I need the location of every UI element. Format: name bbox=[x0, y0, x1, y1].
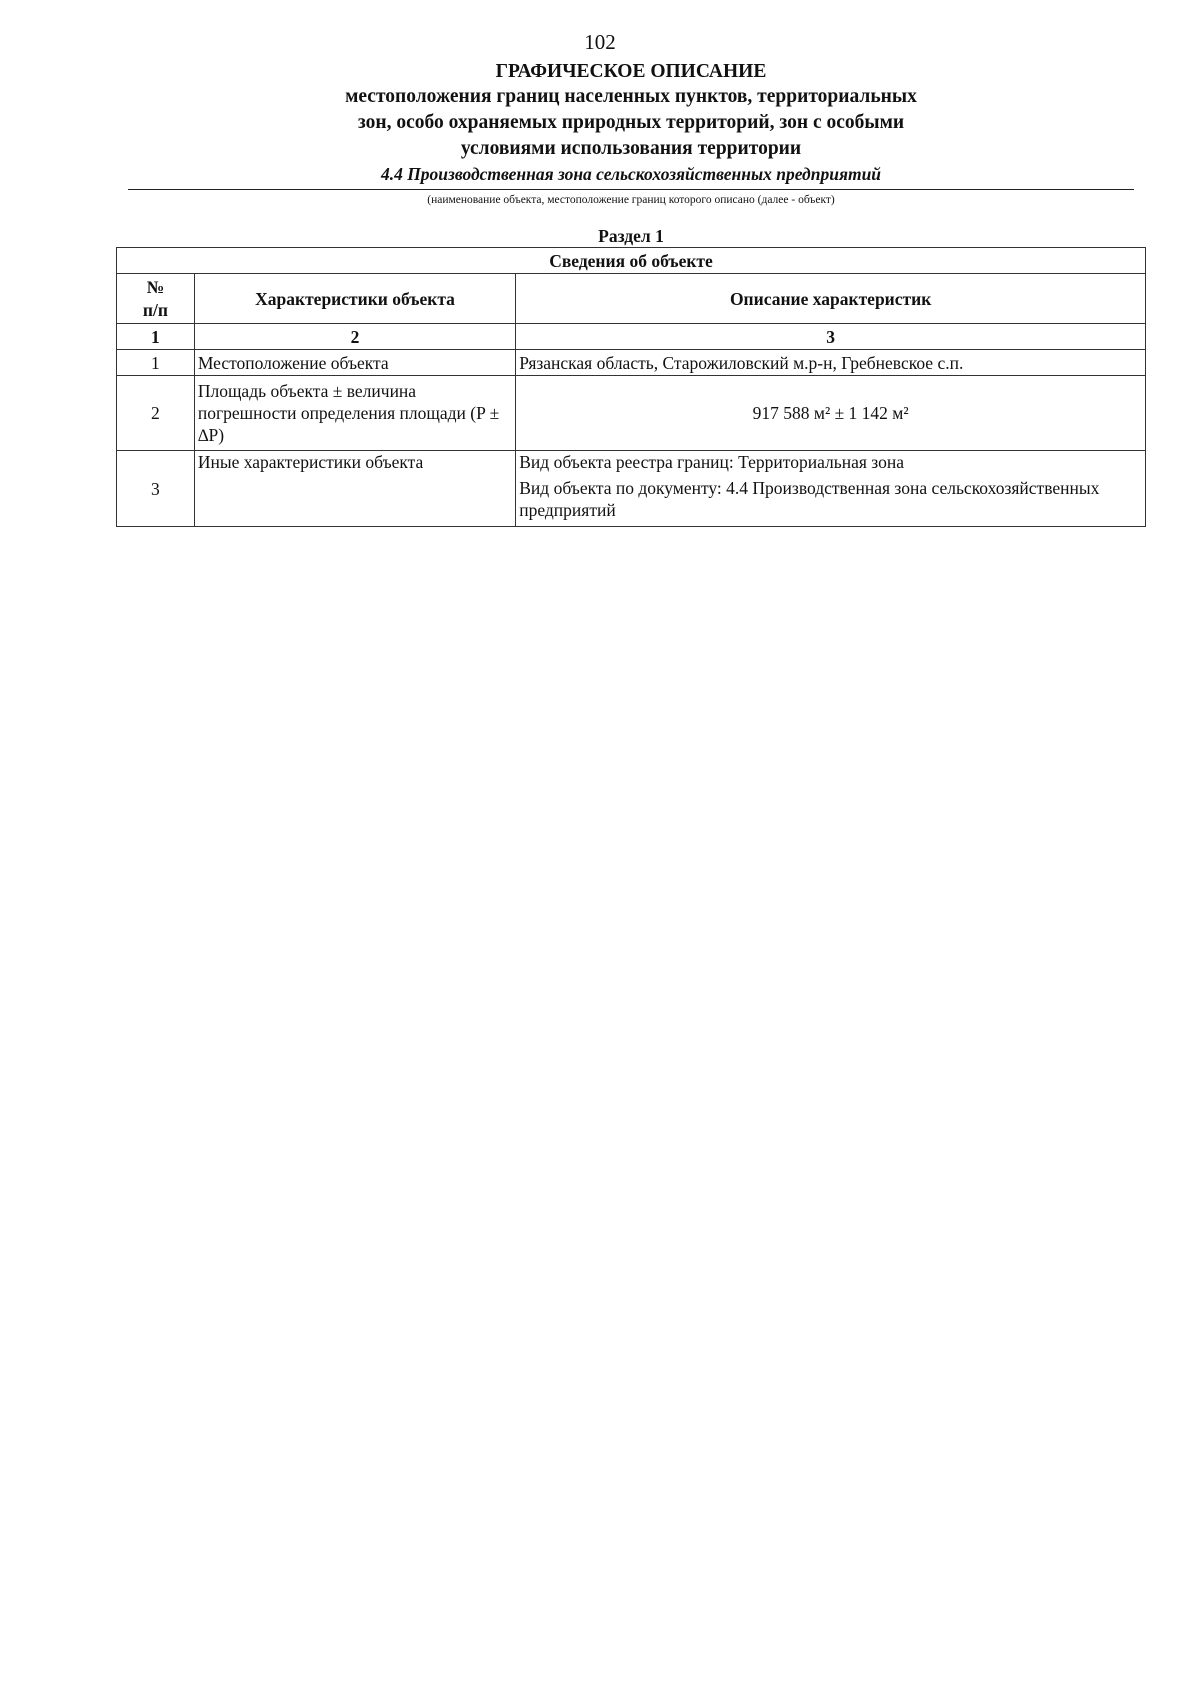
table-header-row bbox=[117, 274, 1146, 324]
column-number: 1 bbox=[117, 324, 195, 350]
table-row bbox=[117, 376, 1146, 451]
subtitle-line: условиями использования территории bbox=[460, 138, 802, 159]
column-number-row bbox=[117, 324, 1146, 350]
row-characteristic: Местоположение объекта bbox=[194, 350, 515, 376]
object-name-caption: (наименование объекта, местоположение границ которого описано (далее - объект) bbox=[427, 194, 835, 206]
row-description: 917 588 м² ± 1 142 м² bbox=[516, 376, 1146, 451]
header-characteristic: Характеристики объекта bbox=[194, 274, 515, 324]
row-number: 3 bbox=[117, 451, 195, 527]
table-row bbox=[117, 350, 1146, 376]
row-description-cell bbox=[516, 451, 1146, 527]
row-number: 2 bbox=[117, 376, 195, 451]
column-number: 3 bbox=[516, 324, 1146, 350]
header-description: Описание характеристик bbox=[516, 274, 1146, 324]
object-name-underline bbox=[128, 189, 1134, 190]
row-description-line: Вид объекта по документу: 4.4 Производственная зона сельскохозяйственных предприятий bbox=[519, 478, 1100, 520]
table-caption-row bbox=[117, 248, 1146, 274]
row-characteristic: Площадь объекта ± величина погрешности определения площади (P ± ∆P) bbox=[194, 376, 515, 451]
column-number: 2 bbox=[194, 324, 515, 350]
table-row bbox=[117, 451, 1146, 527]
table-caption: Сведения об объекте bbox=[117, 248, 1146, 274]
subtitle-line: местоположения границ населенных пунктов, территориальных bbox=[345, 86, 917, 107]
row-number: 1 bbox=[117, 350, 195, 376]
object-name: 4.4 Производственная зона сельскохозяйственных предприятий bbox=[380, 164, 882, 184]
header-number: № п/п bbox=[117, 274, 195, 324]
row-description: Рязанская область, Старожиловский м.р-н, Гребневское с.п. bbox=[516, 350, 1146, 376]
subtitle-line: зон, особо охраняемых природных территорий, зон с особыми bbox=[357, 112, 905, 133]
document-subtitle bbox=[0, 84, 1200, 162]
section-title: Раздел 1 bbox=[598, 226, 664, 246]
row-characteristic: Иные характеристики объекта bbox=[194, 451, 515, 527]
page-number: 102 bbox=[584, 30, 616, 54]
object-info-table bbox=[116, 247, 1146, 527]
document-title: ГРАФИЧЕСКОЕ ОПИСАНИЕ bbox=[495, 61, 767, 82]
row-description-line: Вид объекта реестра границ: Территориальная зона bbox=[519, 452, 904, 472]
